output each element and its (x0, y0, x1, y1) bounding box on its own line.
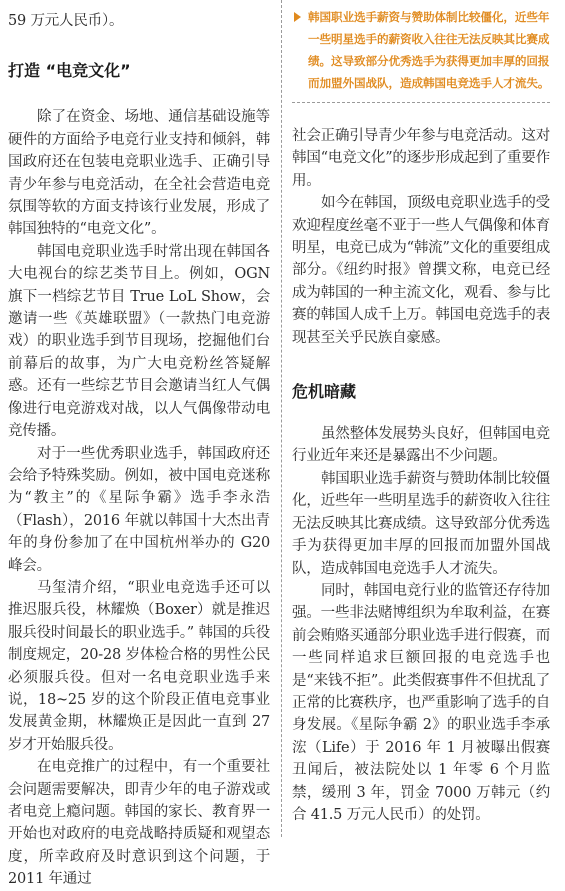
body-paragraph: 马玺清介绍，“职业电竞选手还可以推迟服兵役，林耀焕（Boxer）就是推迟服兵役时间最长的职业选手。” 韩国的兵役制度规定，20-28 岁体检合格的男性公民必须服兵役。但对一名电竞职业选手来说，18~25 岁的这个阶段正值电竞事业发展黄金期，林耀焕正是因此一直到 27 岁才开始服兵役。 (8, 579, 270, 753)
section-heading-hidden-crisis: 危机暗藏 (292, 382, 357, 402)
continued-paragraph: 社会正确引导青少年参与电竞活动。这对韩国“电竞文化”的逐步形成起到了重要作用。 (292, 128, 550, 189)
pull-quote-divider (292, 102, 550, 103)
body-paragraph: 韩国职业选手薪资与赞助体制比较僵化，近些年一些明星选手的薪资收入往往无法反映其比赛成绩。这导致部分优秀选手为获得更加丰厚的回报而加盟外国战队，造成韩国电竞选手人才流失。 (292, 470, 550, 577)
body-paragraph: 如今在韩国，顶级电竞职业选手的受欢迎程度丝毫不亚于一些人气偶像和体育明星，电竞已成为“韩流”文化的重要组成部分。《纽约时报》曾撰文称，电竞已经成为韩国的一种主流文化，观看、参与比赛的韩国人成千上万。韩国电竞选手的表现甚至关乎民族自豪感。 (292, 195, 550, 346)
column-divider (281, 0, 282, 837)
left-column (8, 0, 270, 888)
triangle-marker-icon (294, 12, 301, 22)
body-paragraph: 同时，韩国电竞行业的监管还存待加强。一些非法赌博组织为牟取利益，在赛前会贿赂买通部分职业选手进行假赛，而一些同样追求巨额回报的电竞选手也是“来钱不拒”。此类假赛事件不但扰乱了正常的比赛秩序，也严重影响了选手的自身发展。《星际争霸 2》的职业选手李承浤（Life）于 2016 年 1 月被曝出假赛丑闻后，被法院处以 1 年零 6 个月监禁，缓刑 3 年，罚金 7000 万韩元（约合 41.5 万元人民币）的处罚。 (292, 582, 550, 823)
right-column (292, 0, 550, 837)
pull-quote (292, 6, 550, 94)
body-paragraph: 对于一些优秀职业选手，韩国政府还会给予特殊奖励。例如，被中国电竞迷称为“教主”的《星际争霸》选手李永浩（Flash），2016 年就以韩国十大杰出青年的身份参加了在中国杭州举办的 G20 峰会。 (8, 445, 270, 574)
section-heading-esports-culture: 打造 “电竞文化” (8, 61, 131, 81)
body-paragraph: 在电竞推广的过程中，有一个重要社会问题需要解决，即青少年的电子游戏或者电竞上瘾问题。韩国的家长、教育界一开始也对政府的电竞战略持质疑和观望态度，所幸政府及时意识到这个问题，于 2011 年通过 (8, 759, 270, 888)
intro-fragment: 59 万元人民币）。 (8, 13, 124, 29)
body-paragraph: 韩国电竞职业选手时常出现在韩国各大电视台的综艺类节目上。例如，OGN 旗下一档综艺节目 True LoL Show，会邀请一些《英雄联盟》（一款热门电竞游戏）的职业选手到节目现场，挖掘他们台前幕后的故事，为广大电竞粉丝答疑解惑。还有一些综艺节目会邀请当红人气偶像进行电竞游戏对战，以人气偶像带动电竞传播。 (8, 243, 270, 440)
pull-quote-text: 韩国职业选手薪资与赞助体制比较僵化，近些年一些明星选手的薪资收入往往无法反映其比赛成绩。这导致部分优秀选手为获得更加丰厚的回报而加盟外国战队，造成韩国电竞选手人才流失。 (308, 10, 550, 90)
body-paragraph: 除了在资金、场地、通信基础设施等硬件的方面给予电竞行业支持和倾斜，韩国政府还在包装电竞职业选手、正确引导青少年参与电竞活动，在全社会营造电竞氛围等软的方面支持该行业发展，形成了韩国独特的“电竞文化”。 (8, 109, 270, 238)
body-paragraph: 虽然整体发展势头良好，但韩国电竞行业近年来还是暴露出不少问题。 (292, 426, 550, 465)
